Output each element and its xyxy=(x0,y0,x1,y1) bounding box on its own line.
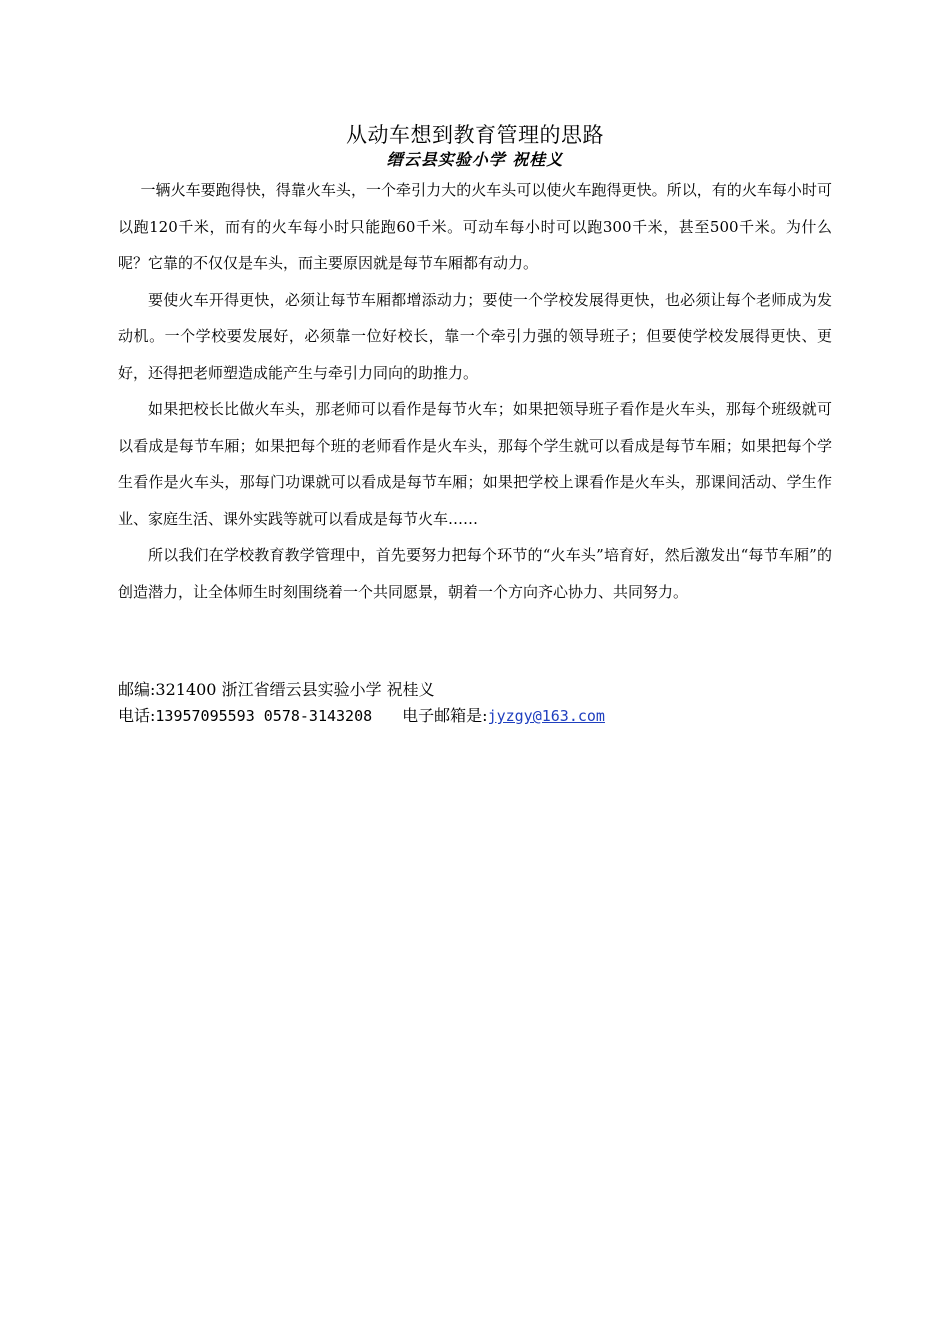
postcode-line xyxy=(118,677,832,703)
paragraph-3: 如果把校长比做火车头，那老师可以看作是每节火车；如果把领导班子看作是火车头，那每个班级就可以看成是每节车厢；如果把每个班的老师看作是火车头，那每个学生就可以看成是每节车厢；如果把每个学生看作是火车头，那每门功课就可以看成是每节车厢；如果把学校上课看作是火车头，那课间活动、学生作业、家庭生活、课外实践等就可以看成是每节火车…… xyxy=(118,400,832,528)
document-byline: 缙云县实验小学 祝桂义 xyxy=(386,150,564,169)
phone-label: 电话: xyxy=(118,706,156,725)
contact-footer xyxy=(118,677,832,729)
postcode-label: 邮编: xyxy=(118,680,156,699)
paragraph-2: 要使火车开得更快，必须让每节车厢都增添动力；要使一个学校发展得更快，也必须让每个老师成为发动机。一个学校要发展好，必须靠一位好校长，靠一个牵引力强的领导班子；但要使学校发展得更快、更好，还得把老师塑造成能产生与牵引力同向的助推力。 xyxy=(118,290,832,382)
paragraph-4: 所以我们在学校教育教学管理中，首先要努力把每个环节的“火车头”培育好，然后激发出“每节车厢”的创造潜力，让全体师生时刻围绕着一个共同愿景，朝着一个方向齐心协力、共同努力。 xyxy=(118,546,832,601)
address-text: 浙江省缙云县实验小学 祝桂义 xyxy=(221,680,435,699)
document-body xyxy=(118,172,832,610)
contact-line xyxy=(118,703,832,729)
phone-numbers: 13957095593 0578-3143208 xyxy=(155,707,373,725)
document-title: 从动车想到教育管理的思路 xyxy=(346,123,604,147)
paragraph-1: 一辆火车要跑得快，得靠火车头，一个牵引力大的火车头可以使火车跑得更快。所以，有的火车每小时可以跑120千米，而有的火车每小时只能跑60千米。可动车每小时可以跑300千米，甚至500千米。为什么呢？它靠的不仅仅是车头，而主要原因就是每节车厢都有动力。 xyxy=(118,181,832,272)
email-label: 电子邮箱是: xyxy=(402,706,488,725)
postcode-value: 321400 xyxy=(155,680,217,699)
email-link[interactable]: jyzgy@163.com xyxy=(487,707,605,725)
